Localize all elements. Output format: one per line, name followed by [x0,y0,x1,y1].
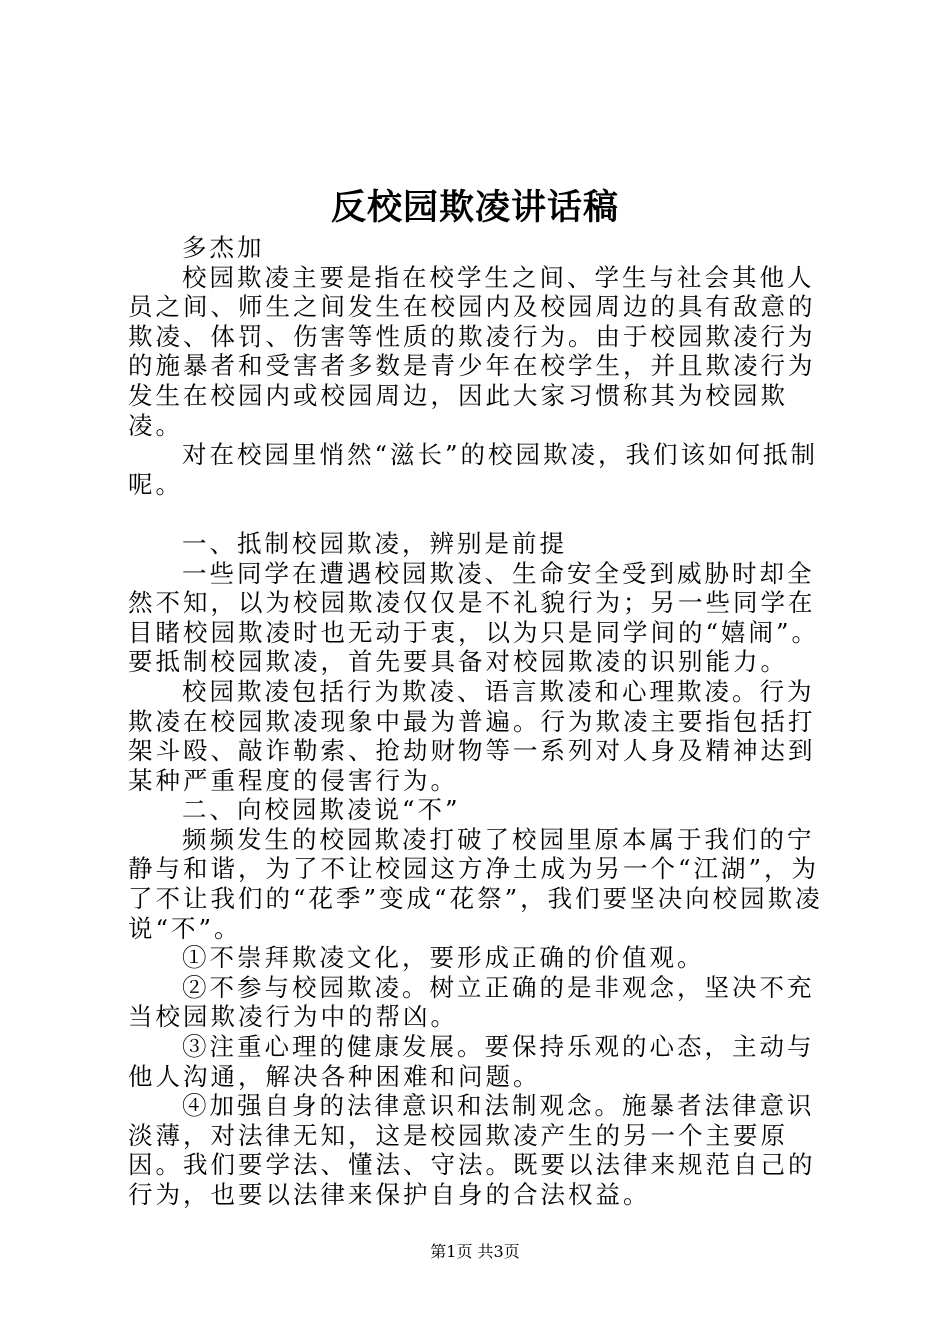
paragraph: 校园欺凌主要是指在校学生之间、学生与社会其他人员之间、师生之间发生在校园内及校园周边的具有敌意的欺凌、体罚、伤害等性质的欺凌行为。由于校园欺凌行为的施暴者和受害者多数是青少年在校学生，并且欺凌行为发生在校园内或校园周边，因此大家习惯称其为校园欺凌。 [128,262,816,440]
paragraph: 校园欺凌包括行为欺凌、语言欺凌和心理欺凌。行为欺凌在校园欺凌现象中最为普遍。行为欺凌主要指包括打架斗殴、敲诈勒索、抢劫财物等一系列对人身及精神达到某种严重程度的侵害行为。 [128,676,816,795]
list-item: ②不参与校园欺凌。树立正确的是非观念，坚决不充当校园欺凌行为中的帮凶。 [128,972,815,1032]
list-item: ④加强自身的法律意识和法制观念。施暴者法律意识淡薄，对法律无知，这是校园欺凌产生的另一个主要原因。我们要学法、懂法、守法。既要以法律来规范自己的行为，也要以法律来保护自身的合法权益。 [128,1091,816,1209]
document-title: 反校园欺凌讲话稿 [330,187,619,228]
paragraph: 对在校园里悄然“滋长”的校园欺凌，我们该如何抵制呢。 [128,440,819,499]
paragraph: 频频发生的校园欺凌打破了校园里原本属于我们的宁静与和谐，为了不让校园这方净土成为另一个“江湖”，为了不让我们的“花季”变成“花祭”，我们要坚决向校园欺凌说“不”。 [128,824,823,943]
list-item: ①不崇拜欺凌文化，要形成正确的价值观。 [182,943,705,973]
section-heading: 一、抵制校园欺凌，辨别是前提 [182,528,567,558]
paragraph: 一些同学在遭遇校园欺凌、生命安全受到威胁时却全然不知，以为校园欺凌仅仅是不礼貌行为；另一些同学在目睹校园欺凌时也无动于衷，以为只是同学间的“嬉闹”。要抵制校园欺凌，首先要具备对校园欺凌的识别能力。 [128,558,820,677]
list-item: ③注重心理的健康发展。要保持乐观的心态，主动与他人沟通，解决各种困难和问题。 [128,1032,815,1091]
section-heading: 二、向校园欺凌说“不” [182,795,461,825]
author-line: 多杰加 [182,233,265,262]
page-footer: 第1页 共3页 [430,1242,520,1261]
document-body [128,233,840,1210]
